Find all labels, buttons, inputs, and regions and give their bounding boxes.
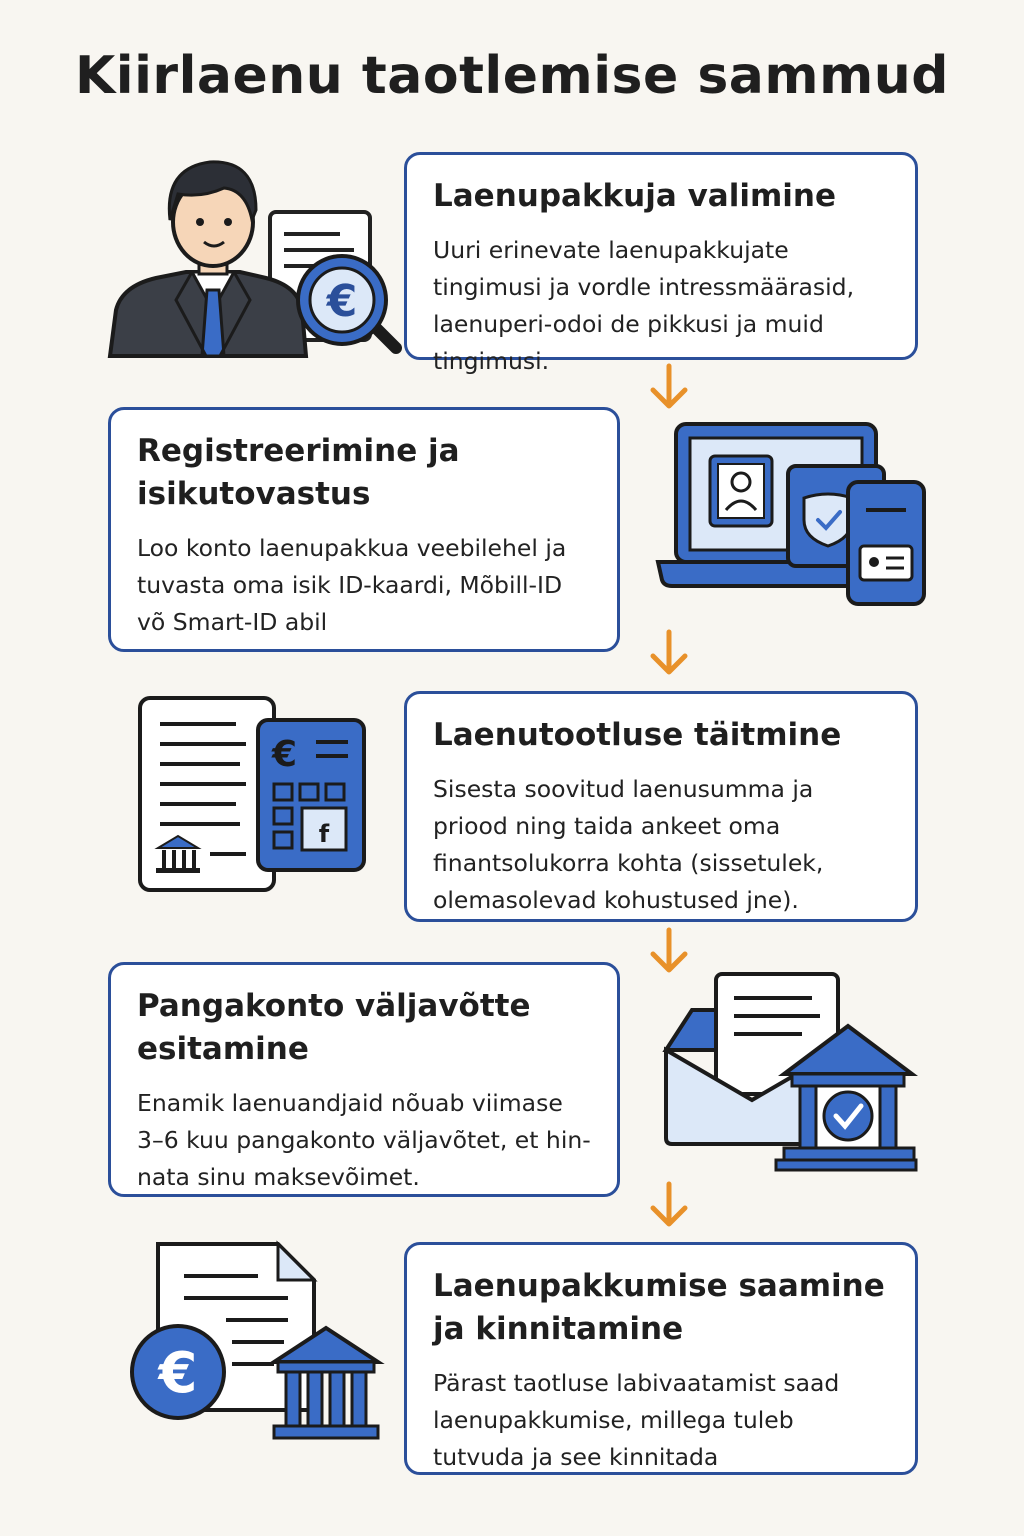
step-card-1 [404, 152, 918, 376]
step-card-3 [404, 691, 918, 922]
page-title: Kiirlaenu taotlemise sammud [74, 46, 949, 106]
arrow-down-icon [647, 926, 691, 976]
arrow-down-icon [647, 628, 691, 678]
step-1-text: Uuri erinevate laenupakkujate tingimusi ja vordle intressmäärasid, laenuperi-odoi de pikkusi ja muid tingimusi. [433, 235, 855, 376]
step-card-5 [404, 1242, 918, 1475]
step-4-text: Enamik laenuandjaid nõuab viimase 3–6 kuu pangakonto väljavõtet, et hin-nata sinu maksevõimet. [137, 1088, 591, 1191]
envelope-bank-check-icon [662, 970, 918, 1176]
svg-text:€: € [326, 276, 358, 327]
step-card-2 [108, 407, 620, 652]
svg-text:€: € [158, 1341, 198, 1406]
step-card-4 [108, 962, 620, 1197]
businessman-search-euro-icon [106, 150, 406, 362]
svg-text:f: f [318, 820, 330, 848]
step-5-heading: Laenupakkumise saamine ja kinnitamine [433, 1268, 885, 1347]
step-1-heading: Laenupakkuja valimine [433, 178, 836, 214]
step-4-heading: Pangakonto väljavõtte esitamine [137, 988, 531, 1067]
step-5-text: Pärast taotluse labivaatamist saad laenupakkumise, millega tuleb tutvuda ja see kinnitada [433, 1368, 840, 1471]
step-3-heading: Laenutootluse täitmine [433, 717, 842, 753]
form-calculator-icon [136, 694, 368, 896]
svg-text:€: € [272, 734, 298, 775]
step-2-heading: Registreerimine ja isikutovastus [137, 433, 460, 512]
arrow-down-icon [647, 362, 691, 412]
arrow-down-icon [647, 1180, 691, 1230]
laptop-id-phone-icon [654, 420, 930, 610]
step-3-text: Sisesta soovitud laenusumma ja priood ning taida ankeet oma finantsolukorra kohta (sissetulek, olemasolevad kohustused jne). [433, 774, 824, 915]
step-2-text: Loo konto laenupakkua veebilehel ja tuvasta oma isik ID-kaardi, Mõbill-ID võ Smart-ID abil [137, 533, 567, 636]
document-euro-bank-icon [128, 1240, 388, 1450]
